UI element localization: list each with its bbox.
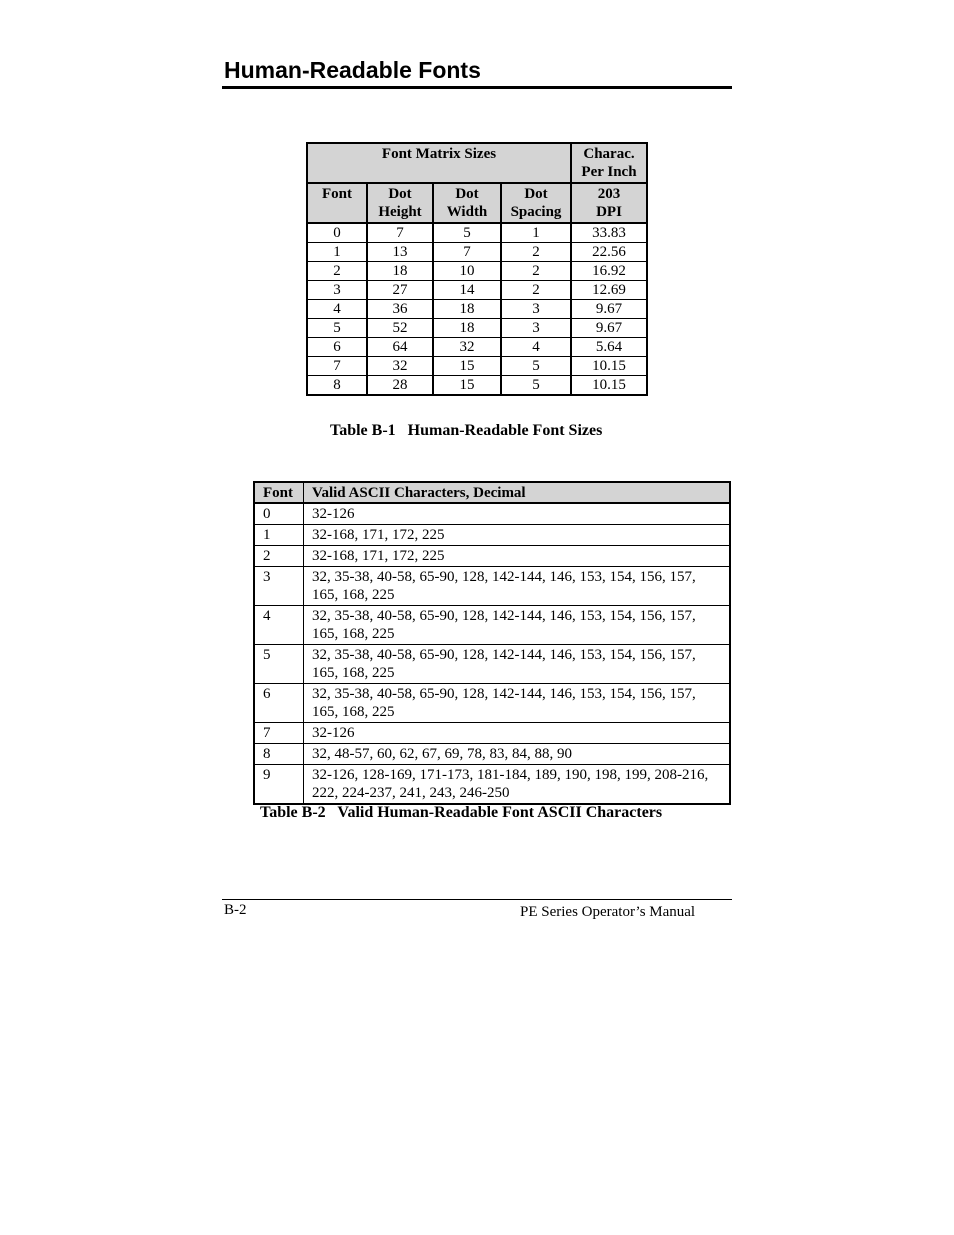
- cell-dot-height: 52: [367, 319, 433, 338]
- cell-font: 8: [307, 376, 367, 396]
- cell-cpi: 5.64: [571, 338, 647, 357]
- cell-dot-spacing: 2: [501, 262, 571, 281]
- cell-dot-spacing: 3: [501, 319, 571, 338]
- cell-dot-width: 18: [433, 319, 501, 338]
- table-header-row: [254, 482, 730, 503]
- table-row: [307, 300, 647, 319]
- cell-font: 1: [307, 243, 367, 262]
- table-row: [307, 376, 647, 396]
- table-row: [254, 525, 730, 546]
- cell-font: 3: [254, 567, 304, 606]
- cell-cpi: 10.15: [571, 376, 647, 396]
- cell-dot-spacing: 4: [501, 338, 571, 357]
- cell-dot-height: 27: [367, 281, 433, 300]
- manual-title: PE Series Operator’s Manual: [520, 904, 696, 920]
- cell-cpi: 16.92: [571, 262, 647, 281]
- col-dot-spacing-line2: Spacing: [510, 204, 562, 220]
- col-dot-height-line2: Height: [378, 204, 422, 220]
- charac-per-inch-line1: Charac.: [583, 146, 635, 162]
- cell-dot-width: 18: [433, 300, 501, 319]
- table-row: [254, 567, 730, 606]
- cell-dot-spacing: 2: [501, 281, 571, 300]
- cell-font: 8: [254, 744, 304, 765]
- table-row: [254, 503, 730, 525]
- charac-per-inch-line2: Per Inch: [581, 164, 637, 180]
- table-row: [307, 223, 647, 243]
- cell-font: 6: [254, 684, 304, 723]
- cell-valid-ascii: 32-126: [304, 723, 731, 744]
- cell-valid-ascii: 32, 35-38, 40-58, 65-90, 128, 142-144, 146, 153, 154, 156, 157, 165, 168, 225: [304, 567, 731, 606]
- cell-dot-height: 36: [367, 300, 433, 319]
- cell-font: 5: [254, 645, 304, 684]
- cell-dot-width: 15: [433, 357, 501, 376]
- table-b2-caption: Table B-2 Valid Human-Readable Font ASCII Characters: [260, 804, 663, 821]
- cell-font: 0: [254, 503, 304, 525]
- cell-cpi: 10.15: [571, 357, 647, 376]
- cell-font: 0: [307, 223, 367, 243]
- col-dot-width-line1: Dot: [455, 186, 479, 202]
- col-font-header: Font: [254, 482, 304, 503]
- cell-font: 4: [254, 606, 304, 645]
- ascii-characters-table-body: [254, 503, 730, 804]
- table-row: [307, 357, 647, 376]
- cell-valid-ascii: 32, 35-38, 40-58, 65-90, 128, 142-144, 146, 153, 154, 156, 157, 165, 168, 225: [304, 606, 731, 645]
- cell-dot-width: 15: [433, 376, 501, 396]
- cell-font: 6: [307, 338, 367, 357]
- cell-cpi: 9.67: [571, 300, 647, 319]
- col-dpi-line1: 203: [597, 186, 621, 202]
- cell-dot-height: 32: [367, 357, 433, 376]
- cell-font: 3: [307, 281, 367, 300]
- footer-rule: [222, 899, 732, 900]
- table-row: [254, 765, 730, 805]
- table-row: [254, 546, 730, 567]
- cell-dot-height: 13: [367, 243, 433, 262]
- cell-valid-ascii: 32-126, 128-169, 171-173, 181-184, 189, 190, 198, 199, 208-216, 222, 224-237, 241, 243, 246-250: [304, 765, 731, 805]
- font-sizes-table-body: [307, 223, 647, 395]
- cell-dot-width: 14: [433, 281, 501, 300]
- cell-valid-ascii: 32, 35-38, 40-58, 65-90, 128, 142-144, 146, 153, 154, 156, 157, 165, 168, 225: [304, 645, 731, 684]
- cell-font: 7: [254, 723, 304, 744]
- col-dpi-header: [571, 183, 647, 223]
- cell-font: 9: [254, 765, 304, 805]
- table-row: [307, 319, 647, 338]
- table-row: [307, 338, 647, 357]
- cell-valid-ascii: 32-126: [304, 503, 731, 525]
- table-row: [307, 281, 647, 300]
- col-font-header: Font: [307, 183, 367, 223]
- cell-font: 2: [254, 546, 304, 567]
- cell-valid-ascii: 32-168, 171, 172, 225: [304, 546, 731, 567]
- charac-per-inch-header: [571, 143, 647, 183]
- col-dot-width-line2: Width: [446, 204, 488, 220]
- font-sizes-table: [306, 142, 648, 396]
- table-row: [254, 723, 730, 744]
- col-dot-height-header: [367, 183, 433, 223]
- col-dot-width-header: [433, 183, 501, 223]
- cell-dot-width: 7: [433, 243, 501, 262]
- cell-cpi: 9.67: [571, 319, 647, 338]
- cell-valid-ascii: 32-168, 171, 172, 225: [304, 525, 731, 546]
- table-subheader-row: [307, 183, 647, 223]
- title-rule: [222, 86, 732, 89]
- font-matrix-sizes-header: Font Matrix Sizes: [307, 143, 571, 183]
- table-row: [254, 606, 730, 645]
- table-row: [254, 744, 730, 765]
- cell-font: 2: [307, 262, 367, 281]
- cell-font: 4: [307, 300, 367, 319]
- cell-dot-width: 32: [433, 338, 501, 357]
- page-number: B-2: [224, 902, 247, 918]
- cell-dot-spacing: 5: [501, 376, 571, 396]
- cell-dot-height: 28: [367, 376, 433, 396]
- cell-cpi: 33.83: [571, 223, 647, 243]
- cell-dot-spacing: 5: [501, 357, 571, 376]
- table-header-row: [307, 143, 647, 183]
- cell-dot-height: 18: [367, 262, 433, 281]
- cell-valid-ascii: 32, 35-38, 40-58, 65-90, 128, 142-144, 146, 153, 154, 156, 157, 165, 168, 225: [304, 684, 731, 723]
- col-dot-spacing-line1: Dot: [524, 186, 548, 202]
- cell-dot-spacing: 3: [501, 300, 571, 319]
- cell-valid-ascii: 32, 48-57, 60, 62, 67, 69, 78, 83, 84, 88, 90: [304, 744, 731, 765]
- ascii-characters-table: [253, 481, 731, 805]
- cell-font: 7: [307, 357, 367, 376]
- col-valid-ascii-header: Valid ASCII Characters, Decimal: [304, 482, 731, 503]
- cell-dot-spacing: 1: [501, 223, 571, 243]
- cell-font: 5: [307, 319, 367, 338]
- cell-dot-width: 5: [433, 223, 501, 243]
- cell-dot-spacing: 2: [501, 243, 571, 262]
- page-title: Human-Readable Fonts: [224, 57, 481, 83]
- cell-font: 1: [254, 525, 304, 546]
- cell-dot-height: 7: [367, 223, 433, 243]
- table-row: [254, 645, 730, 684]
- col-dot-spacing-header: [501, 183, 571, 223]
- cell-cpi: 12.69: [571, 281, 647, 300]
- col-dot-height-line1: Dot: [388, 186, 412, 202]
- cell-cpi: 22.56: [571, 243, 647, 262]
- table-row: [254, 684, 730, 723]
- table-row: [307, 243, 647, 262]
- table-row: [307, 262, 647, 281]
- col-dpi-line2: DPI: [596, 204, 622, 220]
- cell-dot-height: 64: [367, 338, 433, 357]
- table-b1-caption: Table B-1 Human-Readable Font Sizes: [330, 422, 603, 439]
- cell-dot-width: 10: [433, 262, 501, 281]
